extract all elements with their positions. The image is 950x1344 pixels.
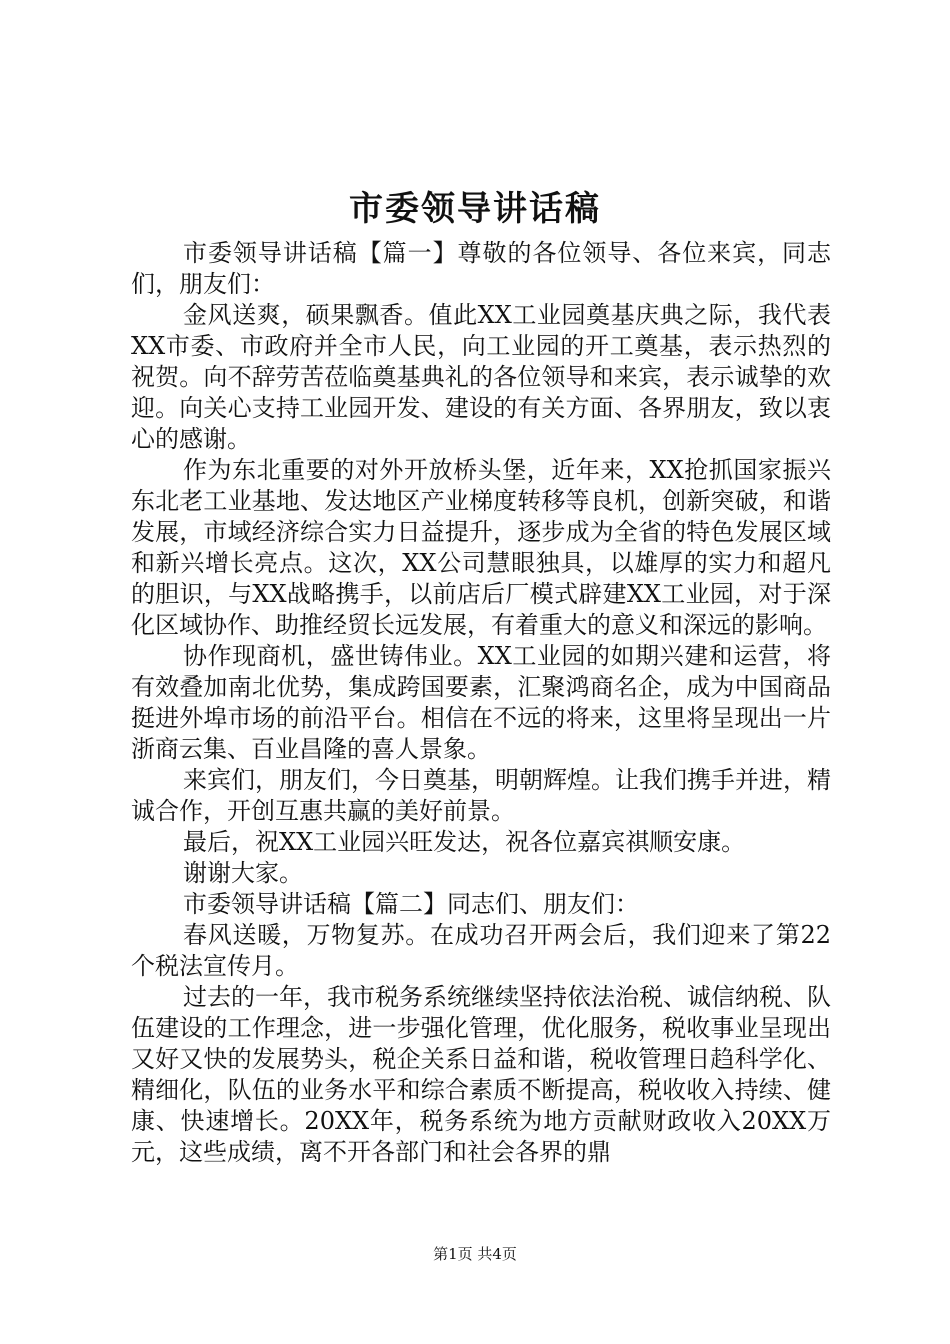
- paragraph: 过去的一年，我市税务系统继续坚持依法治税、诚信纳税、队伍建设的工作理念，进一步强化管理，优化服务，税收事业呈现出又好又快的发展势头，税企关系日益和谐，税收管理日趋科学化、精细化，队伍的业务水平和综合素质不断提高，税收收入持续、健康、快速增长。20XX年，税务系统为地方贡献财政收入20XX万元，这些成绩，离不开各部门和社会各界的鼎: [131, 983, 831, 1166]
- paragraph: 金风送爽，硕果飘香。值此XX工业园奠基庆典之际，我代表XX市委、市政府并全市人民，向工业园的开工奠基，表示热烈的祝贺。向不辞劳苦莅临奠基典礼的各位领导和来宾，表示诚挚的欢迎。向关心支持工业园开发、建设的有关方面、各界朋友，致以衷心的感谢。: [131, 301, 831, 453]
- page-footer: 第1页 共4页: [433, 1245, 517, 1263]
- paragraph: 来宾们，朋友们，今日奠基，明朝辉煌。让我们携手并进，精诚合作，开创互惠共赢的美好前景。: [131, 766, 831, 825]
- paragraph: 春风送暖，万物复苏。在成功召开两会后，我们迎来了第22个税法宣传月。: [131, 921, 831, 980]
- paragraph: 协作现商机，盛世铸伟业。XX工业园的如期兴建和运营，将有效叠加南北优势，集成跨国要素，汇聚鸿商名企，成为中国商品挺进外埠市场的前沿平台。相信在不远的将来，这里将呈现出一片浙商云集、百业昌隆的喜人景象。: [131, 642, 831, 763]
- paragraph: 市委领导讲话稿【篇一】尊敬的各位领导、各位来宾，同志们，朋友们：: [131, 239, 831, 298]
- document-body: [131, 238, 831, 1168]
- document-title: 市委领导讲话稿: [349, 189, 601, 229]
- paragraph: 市委领导讲话稿【篇二】同志们、朋友们：: [183, 890, 639, 918]
- paragraph: 作为东北重要的对外开放桥头堡，近年来，XX抢抓国家振兴东北老工业基地、发达地区产业梯度转移等良机，创新突破，和谐发展，市域经济综合实力日益提升，逐步成为全省的特色发展区域和新兴增长亮点。这次，XX公司慧眼独具，以雄厚的实力和超凡的胆识，与XX战略携手，以前店后厂模式辟建XX工业园，对于深化区域协作、助推经贸长远发展，有着重大的意义和深远的影响。: [131, 456, 831, 639]
- paragraph: 最后，祝XX工业园兴旺发达，祝各位嘉宾祺顺安康。: [183, 828, 746, 856]
- paragraph: 谢谢大家。: [183, 859, 303, 887]
